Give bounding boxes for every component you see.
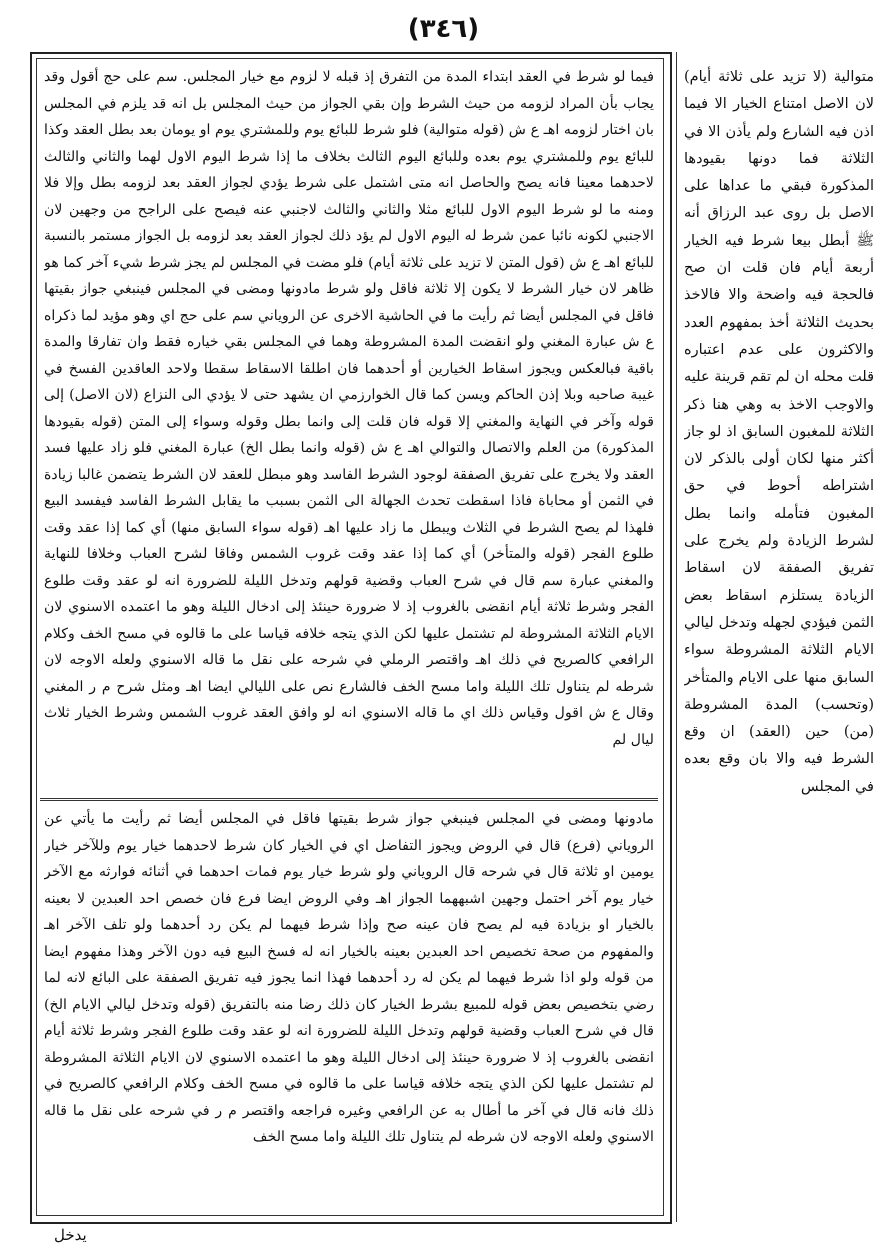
- main-text-upper-paragraph: فيما لو شرط في العقد ابتداء المدة من التفرق إذ قبله لا لزوم مع خيار المجلس. سم على حج أقول وقد يجاب بأن المراد لزومه من حيث الشرط وإن بقي الجواز من حيث المجلس بل انه قد يلزم في المجلس بان اختار لزومه اهـ ع ش (قوله متوالية) فلو شرط للبائع يوم وللمشتري يوم او يومان بعد بطل العقد وكذا للبائع يوم وللمشتري يوم بعده وللبائع اليوم الثالث بخلاف ما إذا شرط اليوم الاول لهما والثاني والثالث لاحدهما معينا فانه يصح والحاصل انه متى اشتمل على شرط يؤدي لجواز العقد بعد لزومه بطل وإلا فلا ومنه ما لو شرط اليوم الاول للبائع مثلا والثاني والثالث لاجنبي عنه فيصح على الراجح من وجهين لان الاجنبي لكونه نائبا عمن شرط له اليوم الاول لم يؤد ذلك لجواز العقد بعد لزومه بل الجواز مستمر بالنسبة للبائع اهـ ع ش (قول المتن لا تزيد على ثلاثة أيام) فلو مضت في المجلس لم يجز شرط شيء آخر كما هو ظاهر لان خيار الشرط لا يكون إلا ثلاثة فاقل ولو شرط مادونها ومضى في المجلس فينبغي جواز بقيتها فاقل في المجلس أيضا ثم رأيت ما في الحاشية الاخرى عن الروياني سم على حج اي وهو مؤيد لما ذكراه ع ش عبارة المغني ولو انقضت المدة المشروطة وهما في المجلس بقي خياره فقط وان تفارقا والمدة باقية فبالعكس ويجوز اسقاط الخيارين أو أحدهما فان اطلقا الاسقاط سقطا ولاحد العاقدين الفسخ في غيبة صاحبه وبلا إذن الحاكم ويسن كما قال الخوارزمي ان يشهد حتى لا يؤدي الى النزاع (لان الاصل) إلى قوله وآخر في النهاية والمغني إلا قوله فان قلت إلى وانما بطل وقوله وسواء إلى المتن (قوله بقيودها المذكورة) من العلم والاتصال والتوالي اهـ ع ش (قوله وانما بطل الخ) عبارة المغني فلو زاد عليها فسد العقد ولا يخرج على تفريق الصفقة لوجود الشرط الفاسد وهو مبطل للعقد لان الشرط يتضمن غالبا زيادة في الثمن أو محاباة فاذا اسقطت تحدث الجهالة الى الثمن بسبب ما يقابل الشرط الفاسد فيفسد البيع فلهذا لم يصح الشرط في الثلاث ويبطل ما زاد عليها اهـ (قوله سواء السابق منها) أي كما إذا عقد وقت طلوع الفجر (قوله والمتأخر) أي كما إذا عقد وقت غروب الشمس وفاقا لشرح العباب وخلافا للنهاية والمغني عبارة سم قال في شرح العباب وقضية قولهم وتدخل الليلة للضرورة انه لو عقد وقت طلوع الفجر وشرط ثلاثة أيام انقضى بالغروب إذ لا ضرورة حينئذ إلى ادخال الليلة وهو ما اعتمده الاسنوي لان الايام الثلاثة المشروطة لم تشتمل عليها لكن الذي يتجه خلافه قياسا على ما قالوه في مسح الخف وكلام الرافعي كالصريح في ذلك اهـ واقتصر الرملي في شرحه على نقل ما قاله الاسنوي ولعله الاوجه لان شرطه لم يتناول تلك الليلة واما مسح الخف فالشارع نص على الليالي ايضا اهـ ومثل شرح م ر المغني وقال ع ش اقول وقياس ذلك اي ما قاله الاسنوي انه لو وافق العقد غروب الشمس وشرط الخيار ثلاث ليال لم: [44, 69, 654, 748]
- page-number: (٣٤٦): [407, 14, 480, 44]
- main-text-lower-block: [44, 806, 654, 1208]
- margin-commentary-text: متوالية (لا تزيد على ثلاثة أيام) لان الاصل امتناع الخيار الا فيما اذن فيه الشارع ولم يأذن الا في الثلاثة فما دونها بقيودها المذكورة فبقي ما عداها على الاصل بل روى عبد الرزاق أنه ﷺ أبطل بيعا شرط فيه الخيار أربعة أيام فان قلت ان صح فالحجة فيه واضحة والا فالاخذ بحديث الثلاثة أخذ بمفهوم العدد والاكثرون على عدم اعتباره قلت محله ان لم تقم قرينة عليه والاوجب الاخذ به وهي هنا ذكر الثلاثة للمغبون السابق اذ لو جاز أكثر منها لكان أولى بالذكر لان اشتراطه أحوط في حق المغبون فتأمله وانما بطل لشرط الزيادة ولم يخرج على تفريق الصفقة لان اسقاط الزيادة يستلزم اسقاط بعض الثمن فيؤدي لجهله وتدخل ليالي الايام الثلاثة المشروطة سواء السابق منها على الايام والمتأخر (وتحسب) المدة المشروطة (من) حين (العقد) ان وقع الشرط فيه والا بان وقع بعده في المجلس: [684, 69, 874, 795]
- margin-commentary-column: [684, 64, 874, 1214]
- section-separator: [40, 798, 658, 801]
- main-text-lower-paragraph: مادونها ومضى في المجلس فينبغي جواز شرط بقيتها فاقل في المجلس أيضا ثم رأيت ما يأتي عن الروياني (فرع) قال في الروض ويجوز التفاضل اي في الخيار كان شرط لاحدهما خيار يوم وللآخر خيار يومين او ثلاثة قال في شرحه قال الروياني ولو شرط خيار يوم فمات احدهما في أثنائه فوارثه مع الآخر خيار يوم آخر احتمل وجهين اشبههما الجواز اهـ وفي الروض ايضا فرع فان خصص احد العبدين لا بعينه بالخيار او بزيادة فيه لم يصح فان عينه صح وإذا شرط فيهما لم يكن رد أحدهما ولو تلف الآخر اهـ والمفهوم من صحة تخصيص احد العبدين بعينه بالخيار انه له فسخ البيع فيه دون الآخر وهذا مفهوم ايضا من قوله ولو اذا شرط فيهما لم يكن له رد أحدهما فهذا انما يجوز فيه تفريق الصفقة على البائع لانه لما رضي بتخصيص بعض قوله للمبيع بشرط الخيار كان ذلك رضا منه بالتفريق (قوله وتدخل ليالي الايام الخ) قال في شرح العباب وقضية قولهم وتدخل الليلة للضرورة انه لو عقد وقت طلوع الفجر وشرط ثلاثة أيام انقضى بالغروب إذ لا ضرورة حينئذ إلى ادخال الليلة وهو ما اعتمده الاسنوي لان الايام الثلاثة المشروطة لم تشتمل عليها لكن الذي يتجه خلافه قياسا على ما قالوه في مسح الخف وكلام الرافعي كالصريح في ذلك فانه قال في آخر ما أطال به عن الرافعي وغيره فراجعه واقتصر م ر في شرحه على نقل ما قاله الاسنوي ولعله الاوجه لان شرطه لم يتناول تلك الليلة واما مسح الخف: [44, 811, 654, 1145]
- main-text-upper-block: [44, 64, 654, 792]
- margin-divider-line: [676, 52, 677, 1222]
- catchword: يدخل: [54, 1226, 87, 1244]
